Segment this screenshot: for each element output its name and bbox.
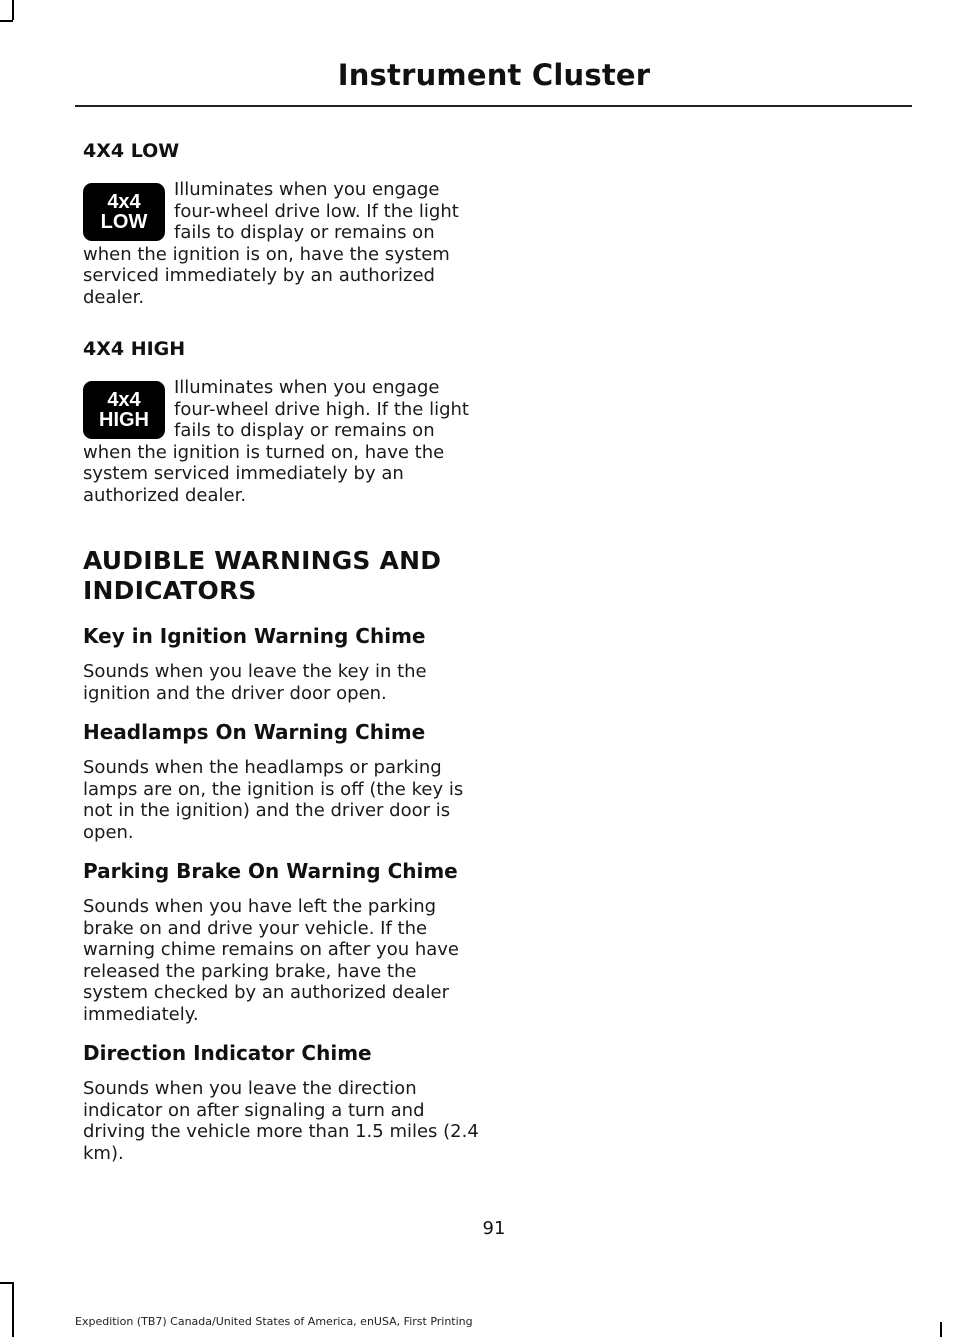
4x4-high-icon	[83, 381, 165, 439]
heading-parking-brake: Parking Brake On Warning Chime	[83, 859, 458, 883]
headlamps-on-text: Sounds when the headlamps or parking lamps are on, the ignition is off (the key is not in the ignition) and the driver door is open.	[83, 757, 464, 843]
heading-key-in-ignition: Key in Ignition Warning Chime	[83, 624, 426, 648]
section-heading-line1: AUDIBLE WARNINGS AND	[83, 546, 442, 575]
header-divider	[75, 105, 912, 107]
4x4-high-icon-bottom: HIGH	[99, 409, 149, 431]
footer-text: Expedition (TB7) Canada/United States of America, enUSA, First Printing	[75, 1315, 473, 1328]
heading-4x4-high: 4X4 HIGH	[83, 338, 186, 360]
parking-brake-text: Sounds when you have left the parking brake on and drive your vehicle. If the warning chime remains on after you have released the parking brake, have the system checked by an authorized dealer immediately.	[83, 896, 459, 1025]
page-header-title: Instrument Cluster	[337, 58, 651, 92]
4x4-low-icon-top: 4x4	[107, 191, 141, 213]
key-in-ignition-text: Sounds when you leave the key in the ignition and the driver door open.	[83, 661, 427, 704]
direction-indicator-text: Sounds when you leave the direction indicator on after signaling a turn and driving the vehicle more than 1.5 miles (2.4 km).	[83, 1078, 479, 1164]
page-number: 91	[482, 1218, 506, 1239]
crop-mark	[12, 1282, 14, 1337]
crop-mark	[0, 20, 13, 22]
crop-mark	[940, 1322, 942, 1337]
content-column	[83, 140, 483, 1164]
crop-mark	[12, 0, 14, 20]
crop-mark	[0, 1282, 14, 1284]
4x4-low-icon	[83, 183, 165, 241]
section-4x4-low	[83, 179, 483, 308]
heading-headlamps-on: Headlamps On Warning Chime	[83, 720, 426, 744]
4x4-high-text: Illuminates when you engage four-wheel drive high. If the light fails to display or remains on when the ignition is turned on, have the system serviced immediately by an authorized dealer.	[83, 377, 469, 506]
heading-4x4-low: 4X4 LOW	[83, 140, 180, 162]
section-heading-audible-warnings	[83, 546, 483, 606]
section-heading-line2: INDICATORS	[83, 576, 257, 605]
4x4-low-text: Illuminates when you engage four-wheel drive low. If the light fails to display or remains on when the ignition is on, have the system serviced immediately by an authorized dealer.	[83, 179, 459, 308]
4x4-high-icon-top: 4x4	[107, 389, 141, 411]
section-4x4-high	[83, 377, 483, 506]
heading-direction-indicator: Direction Indicator Chime	[83, 1041, 372, 1065]
4x4-low-icon-bottom: LOW	[100, 211, 148, 233]
